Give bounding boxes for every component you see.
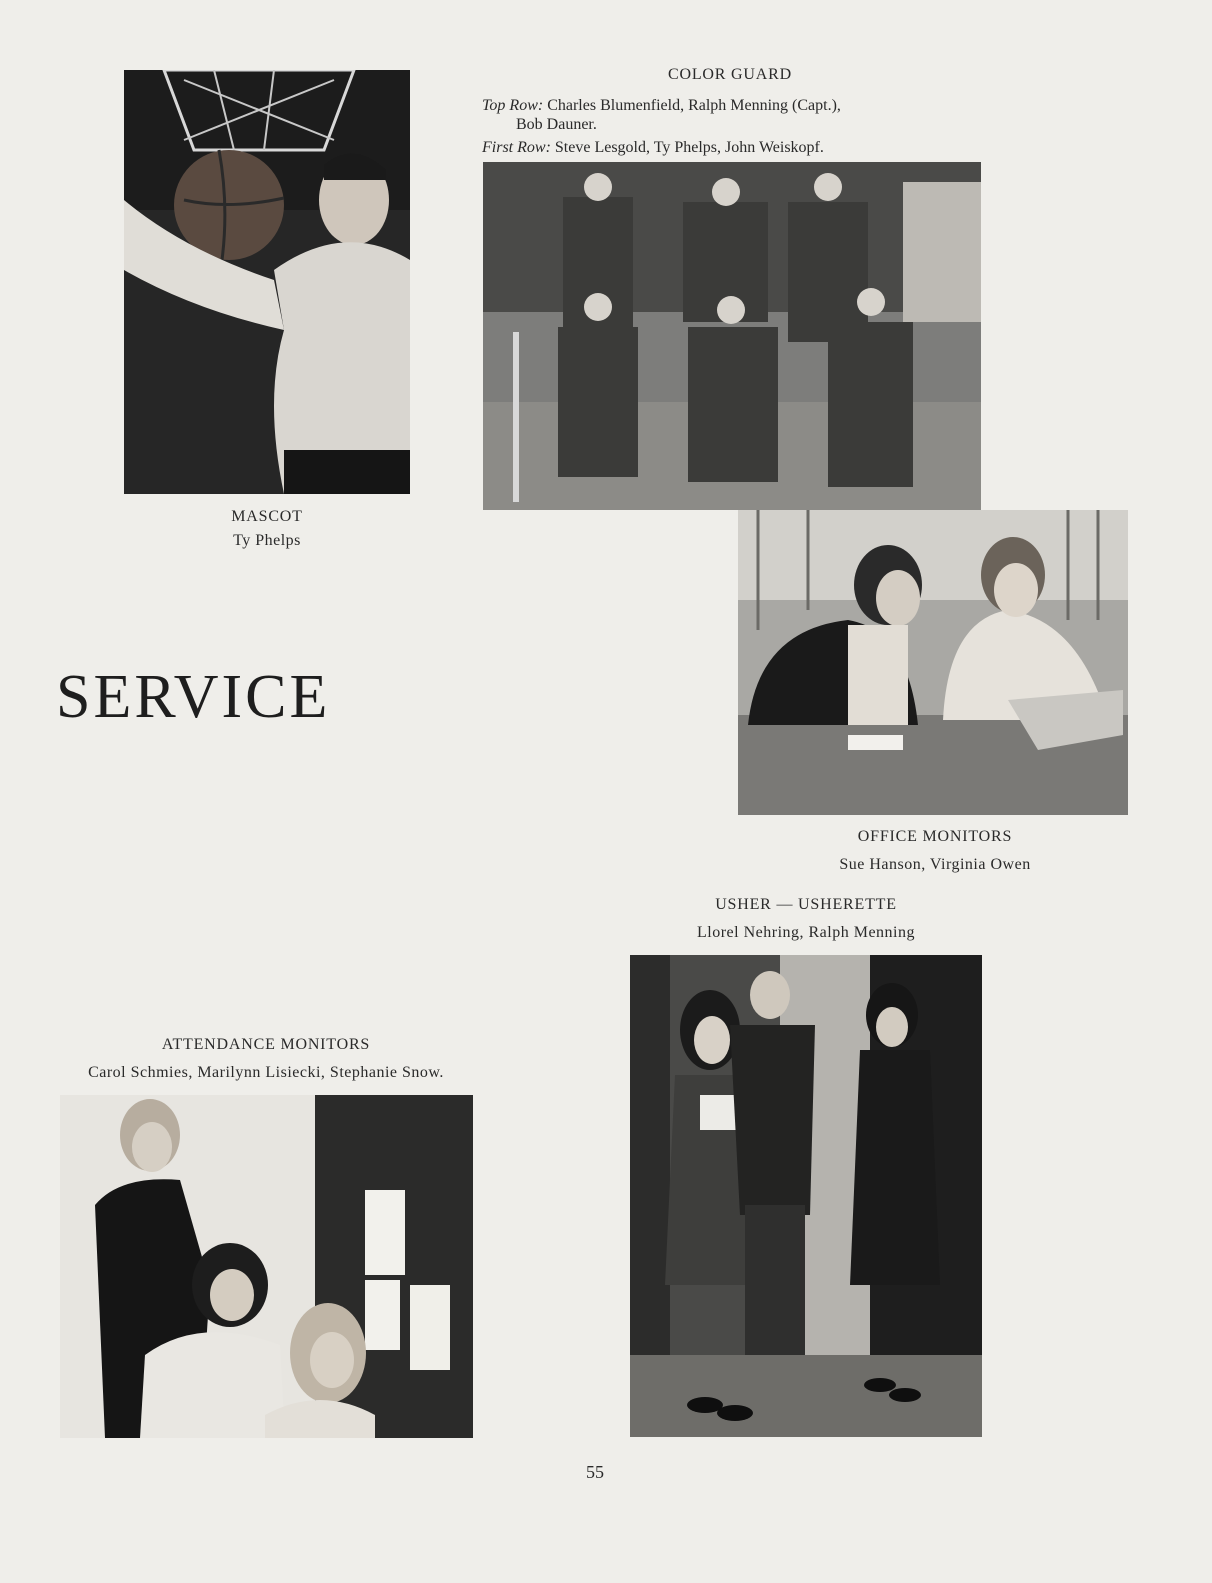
mascot-names: Ty Phelps xyxy=(233,532,301,549)
usher-names: Llorel Nehring, Ralph Menning xyxy=(696,924,915,941)
mascot-photo xyxy=(124,70,410,494)
color-guard-title: COLOR GUARD xyxy=(668,66,792,83)
usher-photo xyxy=(630,955,982,1437)
color-guard-names xyxy=(482,96,1002,157)
attendance-monitors-names: Carol Schmies, Marilynn Lisiecki, Stephanie Snow. xyxy=(88,1064,444,1081)
top-row-names: Charles Blumenfield, Ralph Menning (Capt.), xyxy=(547,97,841,114)
office-monitors-photo xyxy=(738,510,1128,815)
first-row-names: Steve Lesgold, Ty Phelps, John Weiskopf. xyxy=(554,139,824,156)
top-row-label: Top Row: xyxy=(482,97,544,114)
attendance-monitors-caption xyxy=(50,1036,482,1082)
color-guard-photo xyxy=(483,162,981,510)
first-row-label: First Row: xyxy=(482,139,551,156)
page-heading: SERVICE xyxy=(56,663,331,731)
first-row-line xyxy=(482,138,1002,157)
mascot-title: MASCOT xyxy=(231,508,303,525)
mascot-caption xyxy=(124,508,410,550)
office-monitors-caption xyxy=(800,828,1070,874)
page-number: 55 xyxy=(586,1462,604,1482)
top-row-line xyxy=(482,96,1002,115)
usher-caption xyxy=(630,896,982,942)
usher-title: USHER — USHERETTE xyxy=(715,896,897,913)
top-row-names-cont: Bob Dauner. xyxy=(516,116,597,133)
attendance-monitors-title: ATTENDANCE MONITORS xyxy=(161,1036,371,1053)
attendance-monitors-photo xyxy=(60,1095,473,1438)
office-monitors-names: Sue Hanson, Virginia Owen xyxy=(839,856,1031,873)
office-monitors-title: OFFICE MONITORS xyxy=(857,828,1013,845)
